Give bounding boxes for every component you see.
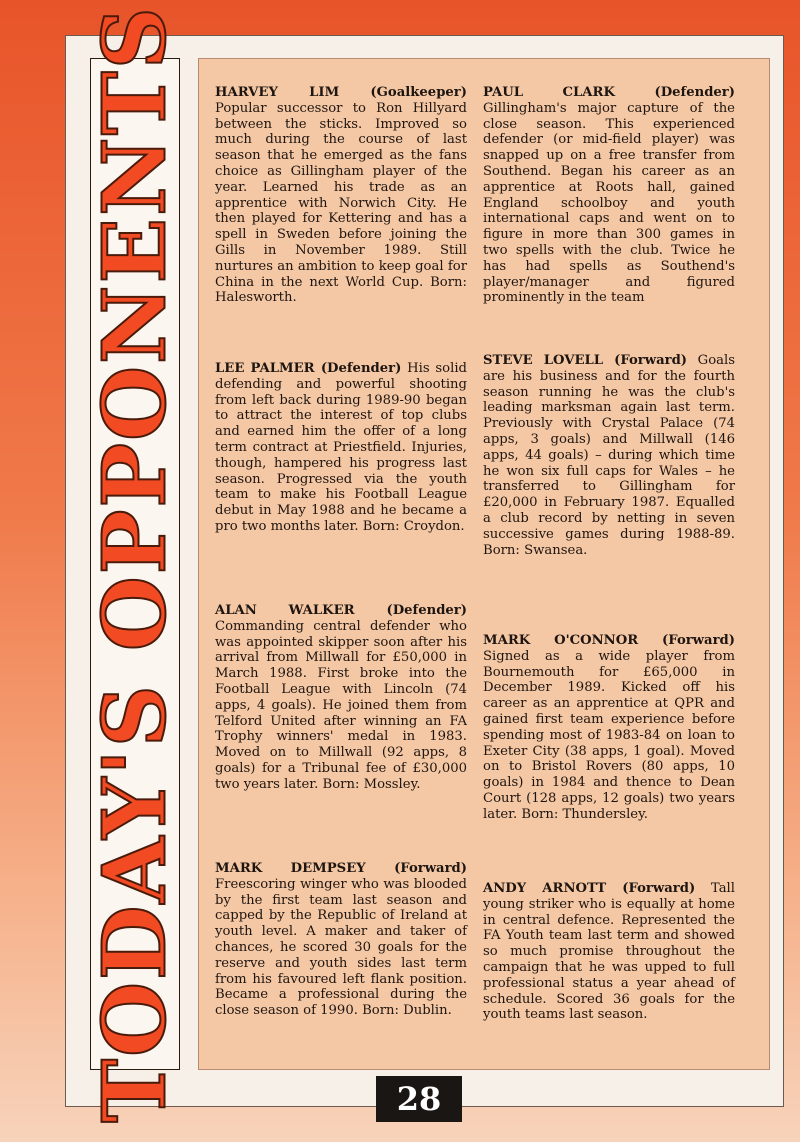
player-name: MARK O'CONNOR (Forward) xyxy=(483,633,735,648)
player-bio xyxy=(215,861,467,1019)
player-description: Popular successor to Ron Hillyard between the sticks. Improved so much during the course of last season that he emerged as the fans choice as Gillingham player of the year. Learned his trade as an apprentice with Norwich City. He then played for Kettering and has a spell in Sweden before joining the Gills in November 1989. Still nurtures an ambition to keep goal for China in the next World Cup. Born: Halesworth. xyxy=(215,100,467,306)
page-number: 28 xyxy=(376,1076,462,1122)
player-name: LEE PALMER (Defender) xyxy=(215,361,402,376)
player-name: ANDY ARNOTT (Forward) xyxy=(483,881,696,896)
player-bio xyxy=(215,603,467,793)
player-bio xyxy=(483,633,735,823)
player-description: Gillingham's major capture of the close season. This experienced defender (or mid-field player) was snapped up on a free transfer from Southend. Began his career as an apprentice at Roots hall, gained England schoolboy and youth international caps and went on to figure in more than 300 games in two spells with the club. Twice he has had spells as Southend's player/manager and figured prominently in the team xyxy=(483,100,735,306)
player-description: Tall young striker who is equally at home in central defence. Represented the FA Youth team last term and showed so much promise throughout the campaign that he was upped to full professional status a year ahead of schedule. Scored 36 goals for the youth teams last season. xyxy=(483,881,735,1023)
page-title: TODAY'S OPPONENTS xyxy=(84,5,186,1123)
player-name: MARK DEMPSEY (Forward) xyxy=(215,861,467,876)
content-panel xyxy=(198,58,770,1070)
player-description: Goals are his business and for the fourth season running he was the club's leading marksman again last term. Previously with Crystal Palace (74 apps, 3 goals) and Millwall (146 apps, 44 goals) – during which time he won six full caps for Wales – he transferred to Gillingham for £20,000 in February 1987. Equalled a club record by netting in seven successive games during 1988-89. Born: Swansea. xyxy=(483,353,735,558)
player-bio xyxy=(483,85,735,306)
player-bio xyxy=(215,85,467,306)
player-bio xyxy=(483,353,735,558)
player-bio xyxy=(483,881,735,1023)
player-name: ALAN WALKER (Defender) xyxy=(215,603,467,618)
player-name: STEVE LOVELL (Forward) xyxy=(483,353,688,368)
player-description: Freescoring winger who was blooded by the first team last season and capped by the Republic of Ireland at youth level. A maker and taker of chances, he scored 30 goals for the reserve and youth sides last term from his favoured left flank position. Became a professional during the close season of 1990. Born: Dublin. xyxy=(215,876,467,1019)
player-description: Signed as a wide player from Bournemouth for £65,000 in December 1989. Kicked off his career as an apprentice at QPR and gained first team experience before spending most of 1983-84 on loan to Exeter City (38 apps, 1 goal). Moved on to Bristol Rovers (80 apps, 10 goals) in 1984 and thence to Dean Court (128 apps, 12 goals) two years later. Born: Thundersley. xyxy=(483,648,735,822)
player-bio xyxy=(215,361,467,535)
title-panel xyxy=(84,5,186,1123)
player-name: HARVEY LIM (Goalkeeper) xyxy=(215,85,467,100)
player-description: Commanding central defender who was appointed skipper soon after his arrival from Millwall for £50,000 in March 1988. First broke into the Football League with Lincoln (74 apps, 4 goals). He joined them from Telford United after winning an FA Trophy winners' medal in 1983. Moved on to Millwall (92 apps, 8 goals) for a Tribunal fee of £30,000 two years later. Born: Mossley. xyxy=(215,618,467,792)
player-name: PAUL CLARK (Defender) xyxy=(483,85,735,100)
player-description: His solid defending and powerful shooting from left back during 1989-90 began to attract the interest of top clubs and earned him the offer of a long term contract at Priestfield. Injuries, though, hampered his progress last season. Progressed via the youth team to make his Football League debut in May 1988 and he became a pro two months later. Born: Croydon. xyxy=(215,361,467,534)
